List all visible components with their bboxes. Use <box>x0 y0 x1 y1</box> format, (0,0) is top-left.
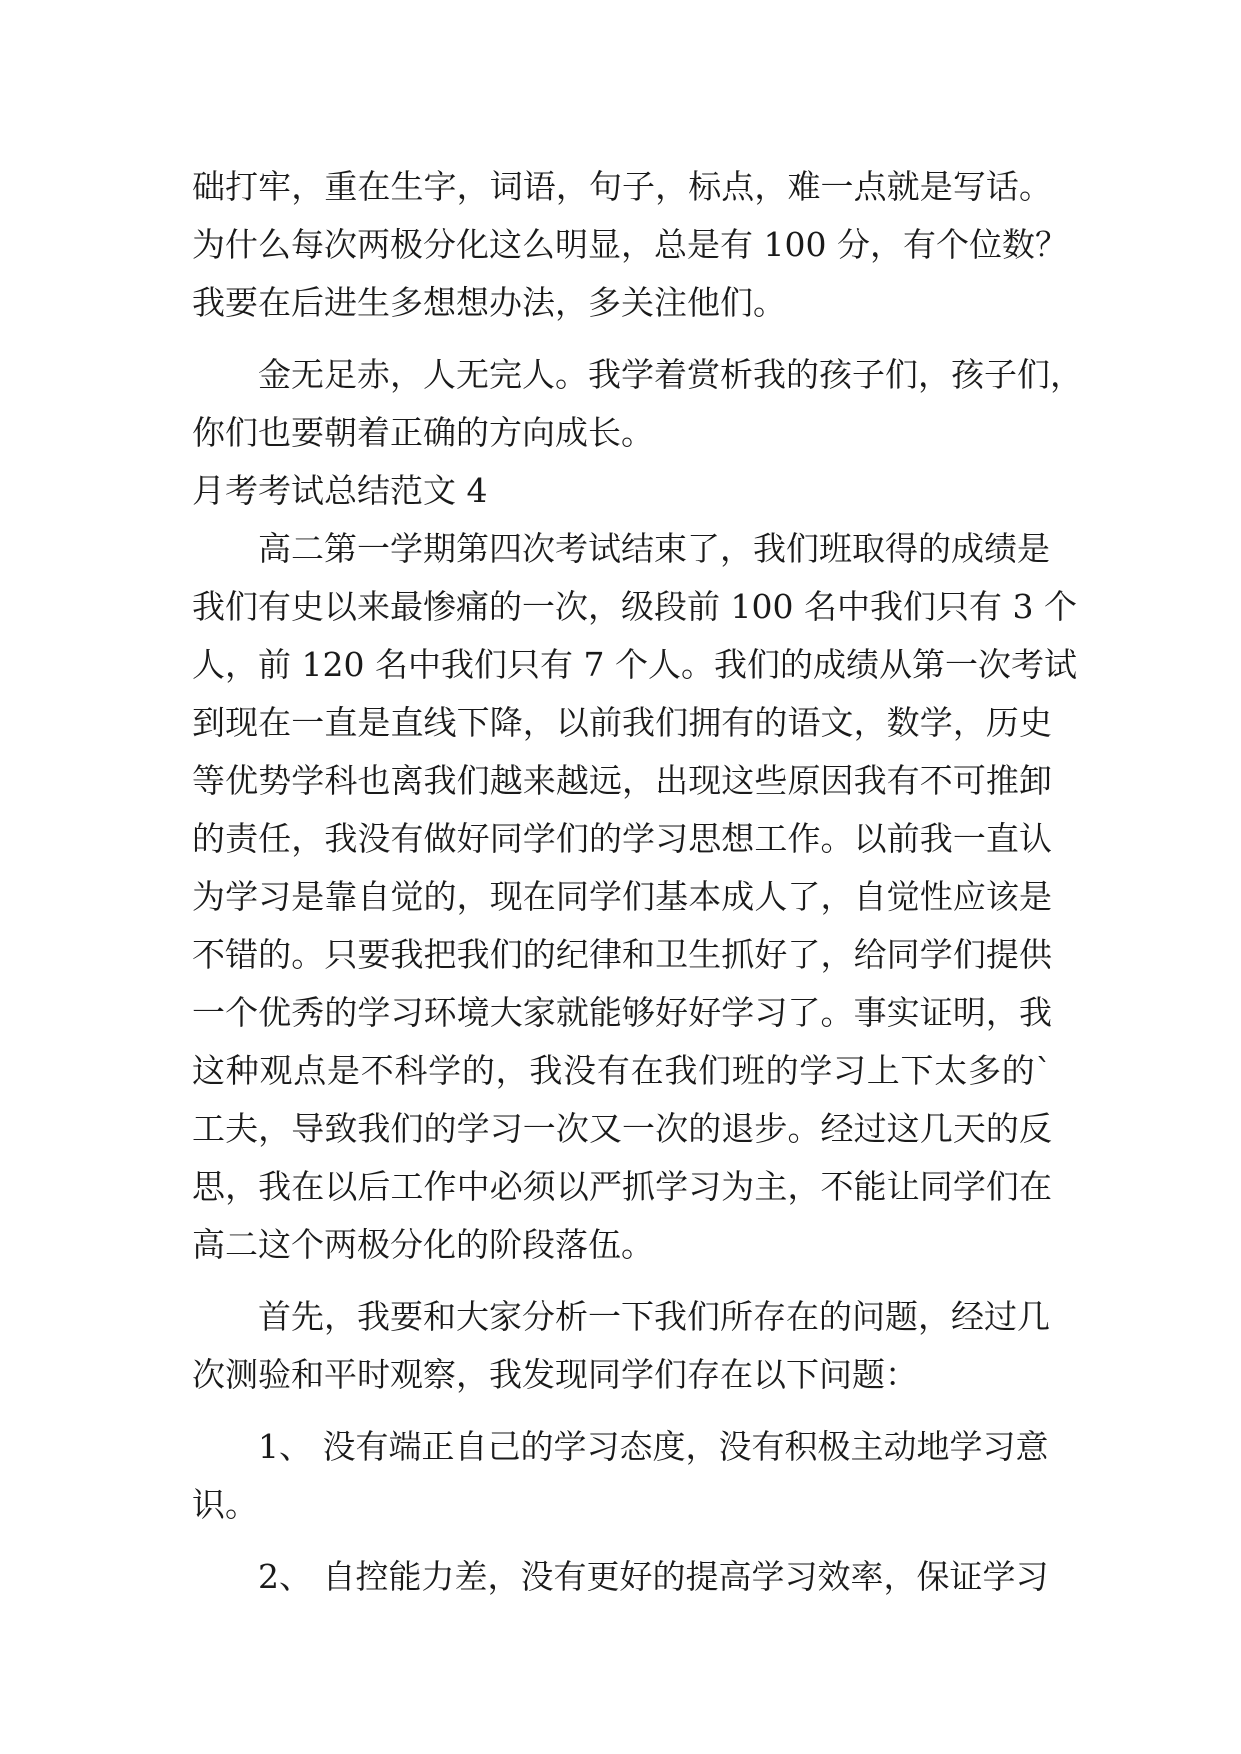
paragraph-gap <box>192 1274 1052 1288</box>
text-line: 我们有史以来最惨痛的一次，级段前 100 名中我们只有 3 个 <box>192 587 1077 626</box>
text-line: 这种观点是不科学的，我没有在我们班的学习上下太多的` <box>192 1051 1052 1090</box>
text-line: 思，我在以后工作中必须以严抓学习为主，不能让同学们在 <box>192 1167 1052 1206</box>
paragraph-main <box>192 520 1077 1274</box>
paragraph-intro <box>192 158 1068 332</box>
text-line: 高二第一学期第四次考试结束了，我们班取得的成绩是 <box>258 529 1050 568</box>
text-line: 到现在一直是直线下降，以前我们拥有的语文，数学，历史 <box>192 703 1052 742</box>
text-line: 础打牢，重在生字，词语，句子，标点，难一点就是写话。 <box>192 167 1052 206</box>
text-line: 不错的。只要我把我们的纪律和卫生抓好了，给同学们提供 <box>192 935 1052 974</box>
paragraph-gap <box>192 1534 1052 1548</box>
text-line: 人，前 120 名中我们只有 7 个人。我们的成绩从第一次考试 <box>192 645 1077 684</box>
text-line: 工夫，导致我们的学习一次又一次的退步。经过这几天的反 <box>192 1109 1052 1148</box>
text-line: 次测验和平时观察，我发现同学们存在以下问题： <box>192 1355 918 1394</box>
paragraph-problems <box>192 1288 1052 1404</box>
text-line: 等优势学科也离我们越来越远，出现这些原因我有不可推卸 <box>192 761 1052 800</box>
text-line: 我要在后进生多想想办法，多关注他们。 <box>192 283 786 322</box>
text-line: 你们也要朝着正确的方向成长。 <box>192 413 654 452</box>
list-item <box>192 1418 1052 1534</box>
text-line: 金无足赤，人无完人。我学着赏析我的孩子们，孩子们， <box>258 355 1083 394</box>
document-body <box>192 158 1083 1606</box>
text-line: 首先，我要和大家分析一下我们所存在的问题，经过几 <box>258 1297 1050 1336</box>
text-line: 为什么每次两极分化这么明显，总是有 100 分，有个位数？ <box>192 225 1068 264</box>
text-line: 为学习是靠自觉的，现在同学们基本成人了，自觉性应该是 <box>192 877 1052 916</box>
paragraph-closing <box>192 346 1083 462</box>
text-line: 的责任，我没有做好同学们的学习思想工作。以前我一直认 <box>192 819 1052 858</box>
section-heading: 月考考试总结范文 4 <box>192 471 488 510</box>
text-line: 识。 <box>192 1485 258 1524</box>
text-line: 2、 自控能力差，没有更好的提高学习效率，保证学习 <box>258 1557 1049 1596</box>
text-line: 一个优秀的学习环境大家就能够好好学习了。事实证明，我 <box>192 993 1052 1032</box>
text-line: 高二这个两极分化的阶段落伍。 <box>192 1225 654 1264</box>
paragraph-gap <box>192 332 1052 346</box>
paragraph-gap <box>192 1404 1052 1418</box>
text-line: 1、 没有端正自己的学习态度，没有积极主动地学习意 <box>258 1427 1049 1466</box>
list-item <box>192 1548 1052 1606</box>
